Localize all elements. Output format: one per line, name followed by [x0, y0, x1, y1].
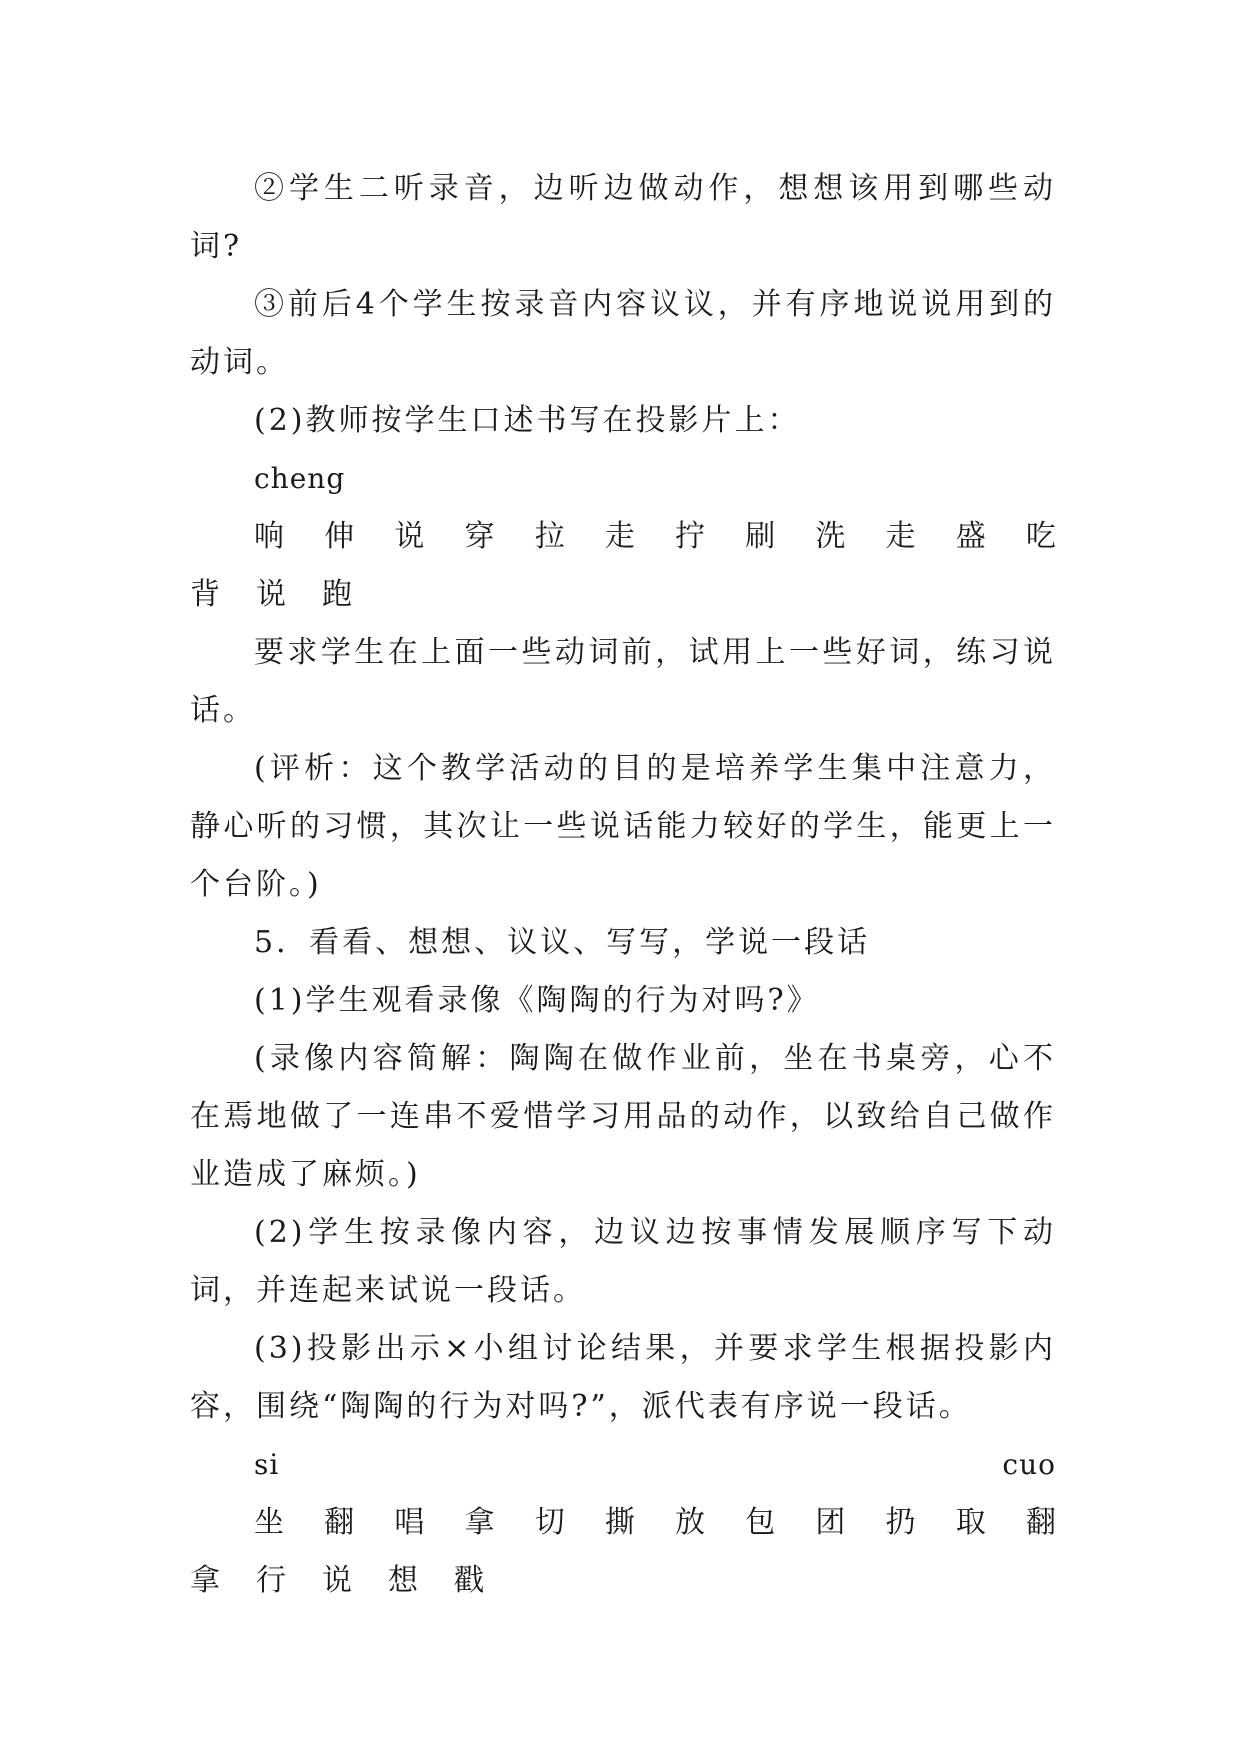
pinyin-annotation-left: si [254, 1448, 280, 1481]
paragraph-step-3: ③前后4个学生按录音内容议议，并有序地说说用到的动词。 [190, 287, 1056, 380]
verb-word: 取 [955, 1505, 986, 1540]
paragraph-evaluation: (评析：这个教学活动的目的是培养学生集中注意力，静心听的习惯，其次让一些说话能力较好的学生，能更上一个台阶。) [190, 751, 1056, 902]
verb-word: 说 [394, 519, 425, 554]
verb-word: 盛 [955, 519, 986, 554]
verb-list-1-line-1 [190, 508, 1056, 566]
section-heading-5: 5．看看、想想、议议、写写，学说一段话 [254, 925, 871, 960]
verb-word: 走 [885, 519, 916, 554]
paragraph-projection-result: (3)投影出示×小组讨论结果，并要求学生根据投影内容，围绕“陶陶的行为对吗?”，派代表有序说一段话。 [190, 1331, 1056, 1424]
verb-word: 拉 [534, 519, 565, 554]
paragraph-practice-speaking: 要求学生在上面一些动词前，试用上一些好词，练习说话。 [190, 635, 1056, 728]
verb-word: 吃 [1025, 519, 1056, 554]
paragraph-teacher-writes: (2)教师按学生口述书写在投影片上： [254, 403, 801, 438]
verb-word: 说 [322, 1563, 352, 1598]
paragraph-watch-video: (1)学生观看录像《陶陶的行为对吗?》 [254, 983, 820, 1018]
verb-word: 拿 [464, 1505, 495, 1540]
paragraph-write-verbs: (2)学生按录像内容，边议边按事情发展顺序写下动词，并连起来试说一段话。 [190, 1215, 1056, 1308]
verb-word: 拿 [190, 1563, 220, 1598]
verb-word: 坐 [254, 1505, 284, 1540]
verb-word: 跑 [322, 577, 352, 612]
verb-list-2-line-2 [190, 1552, 1056, 1610]
verb-word: 背 [190, 577, 220, 612]
verb-word: 行 [256, 1563, 286, 1598]
verb-word: 戳 [454, 1563, 484, 1598]
verb-word: 响 [254, 519, 284, 554]
verb-word: 走 [604, 519, 635, 554]
verb-word: 翻 [1025, 1505, 1056, 1540]
paragraph-video-summary: (录像内容简解：陶陶在做作业前，坐在书桌旁，心不在焉地做了一连串不爱惜学习用品的动作，以致给自己做作业造成了麻烦。) [190, 1041, 1056, 1192]
pinyin-annotation-row-1 [190, 450, 1056, 508]
verb-list-1 [190, 508, 1056, 624]
verb-list-2 [190, 1494, 1056, 1610]
verb-word: 刷 [745, 519, 776, 554]
verb-word: 洗 [815, 519, 846, 554]
pinyin-annotation: cheng [254, 462, 346, 495]
verb-word: 团 [815, 1505, 846, 1540]
verb-list-2-line-1 [190, 1494, 1056, 1552]
document-body [190, 160, 1056, 1610]
pinyin-annotation-right: cuo [1002, 1448, 1056, 1481]
paragraph-step-2: ②学生二听录音，边听边做动作，想想该用到哪些动词? [190, 171, 1056, 264]
verb-word: 包 [745, 1505, 776, 1540]
verb-word: 伸 [324, 519, 355, 554]
pinyin-annotation-row-2 [190, 1436, 1056, 1494]
verb-word: 穿 [464, 519, 495, 554]
verb-word: 想 [388, 1563, 418, 1598]
verb-word: 撕 [604, 1505, 635, 1540]
verb-word: 唱 [394, 1505, 425, 1540]
verb-list-1-line-2 [190, 566, 1056, 624]
verb-word: 扔 [885, 1505, 916, 1540]
verb-word: 翻 [324, 1505, 355, 1540]
verb-word: 拧 [675, 519, 706, 554]
verb-word: 说 [256, 577, 286, 612]
verb-word: 切 [534, 1505, 565, 1540]
verb-word: 放 [675, 1505, 706, 1540]
